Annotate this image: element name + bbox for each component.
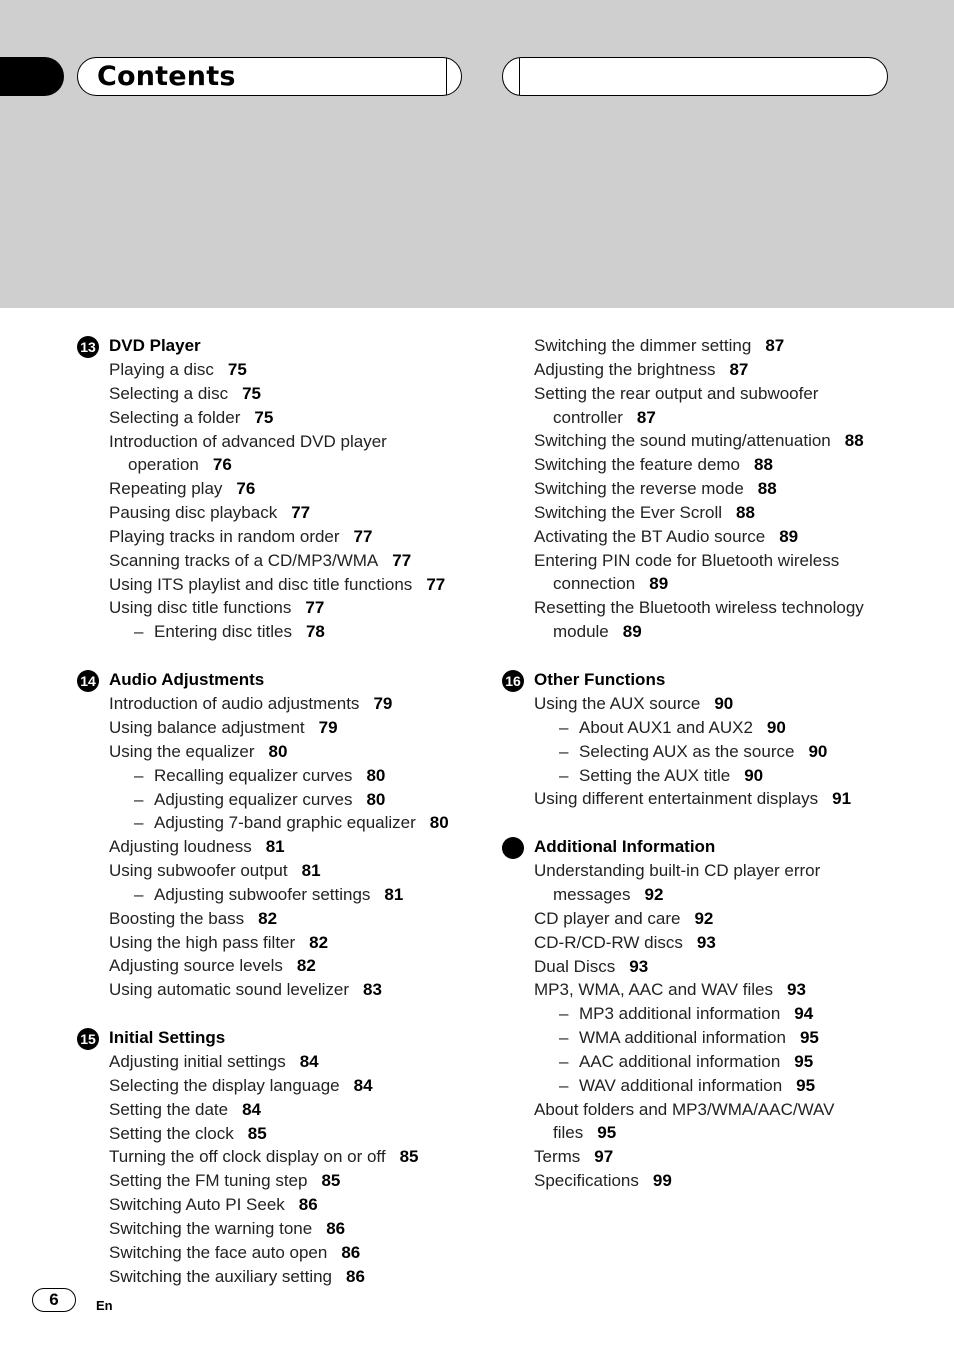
toc-page-number: 80 [366, 789, 386, 809]
toc-entry[interactable] [502, 1074, 922, 1098]
toc-entry-text: Using the AUX source [534, 693, 701, 713]
toc-column-right [502, 334, 922, 1217]
toc-page-number: 75 [254, 407, 274, 427]
section-number-badge: 15 [77, 1028, 99, 1050]
sub-entry-dash: – [134, 813, 144, 833]
sub-entry-dash: – [559, 1004, 569, 1024]
toc-entry[interactable] [77, 430, 477, 454]
toc-page-number: 78 [305, 622, 325, 642]
toc-entry-text: CD player and care [534, 908, 681, 928]
toc-entry-text: Resetting the Bluetooth wireless technology [534, 598, 864, 618]
toc-page-number: 77 [353, 526, 373, 546]
toc-page-number: 93 [787, 980, 806, 1000]
toc-page-number: 95 [597, 1123, 617, 1143]
title-box-divider [446, 58, 447, 95]
toc-entry-text: Boosting the bass [109, 908, 245, 928]
toc-entry-text: Setting the rear output and subwoofer [534, 383, 819, 403]
toc-page-number: 79 [373, 694, 393, 714]
toc-page-number: 75 [242, 383, 261, 403]
toc-entry[interactable] [77, 453, 477, 477]
toc-entry-text: Dual Discs [534, 956, 616, 976]
section-heading [77, 668, 477, 692]
toc-entry[interactable] [77, 1145, 477, 1169]
toc-entry-text: Recalling equalizer curves [154, 765, 353, 785]
toc-entry[interactable] [77, 788, 477, 812]
toc-section [502, 668, 922, 811]
toc-entry-text: module [553, 622, 609, 642]
toc-entry-text: Adjusting source levels [109, 956, 283, 976]
toc-entry[interactable] [77, 1217, 477, 1241]
toc-page-number: 80 [366, 765, 386, 785]
toc-section [502, 835, 922, 1193]
toc-entry[interactable] [77, 1074, 477, 1098]
toc-page-number: 86 [326, 1219, 346, 1238]
toc-page-number: 88 [754, 455, 773, 475]
toc-entry-text: AAC additional information [579, 1051, 781, 1071]
toc-entry[interactable] [502, 572, 922, 596]
sub-entry-dash: – [134, 789, 144, 809]
toc-page-number: 94 [794, 1004, 814, 1024]
sub-entry-dash: – [559, 1075, 569, 1095]
toc-entry[interactable] [502, 955, 922, 979]
toc-section [502, 334, 922, 644]
page-title: Contents [97, 61, 236, 92]
toc-entry-text: MP3 additional information [579, 1004, 781, 1024]
toc-entry[interactable] [77, 406, 477, 430]
toc-page-number: 87 [765, 336, 785, 355]
toc-page-number: 85 [247, 1123, 267, 1143]
toc-entry-text: MP3, WMA, AAC and WAV files [534, 980, 774, 1000]
toc-entry-text: Turning the off clock display on or off [109, 1147, 386, 1167]
toc-entry-text: messages [553, 885, 631, 905]
toc-entry[interactable] [502, 692, 922, 716]
left-tab-marker [0, 57, 64, 96]
toc-entry[interactable] [77, 1050, 477, 1074]
toc-entry-text: Using subwoofer output [109, 861, 288, 881]
toc-entry[interactable] [502, 549, 922, 573]
toc-entry[interactable] [77, 931, 477, 955]
toc-page-number: 82 [258, 908, 278, 928]
toc-entry[interactable] [77, 907, 477, 931]
toc-page-number: 79 [318, 717, 338, 737]
section-number-badge: 13 [77, 336, 99, 358]
toc-entry[interactable] [502, 859, 922, 883]
toc-entry-text: Introduction of audio adjustments [109, 694, 360, 714]
toc-entry-text: Introduction of advanced DVD player [109, 431, 387, 451]
section-number-badge: 14 [77, 670, 99, 692]
toc-entry[interactable] [502, 1121, 922, 1145]
section-title: Other Functions [534, 669, 666, 689]
toc-entry[interactable] [502, 358, 922, 382]
toc-entry-text: Selecting a folder [109, 407, 241, 427]
toc-page-number: 89 [622, 622, 642, 642]
sub-entry-dash: – [134, 884, 144, 904]
toc-page-number: 86 [346, 1266, 365, 1286]
toc-entry-text: Pausing disc playback [109, 503, 278, 523]
toc-entry[interactable] [502, 764, 922, 788]
sub-entry-dash: – [134, 622, 144, 642]
toc-page-number: 87 [729, 359, 749, 379]
toc-page-number: 93 [696, 932, 716, 952]
toc-entry[interactable] [77, 692, 477, 716]
toc-entry[interactable] [502, 382, 922, 406]
toc-page-number: 89 [779, 526, 799, 546]
toc-entry[interactable] [77, 382, 477, 406]
header-band [0, 0, 954, 308]
toc-entry[interactable] [502, 429, 922, 453]
toc-entry-text: Switching the face auto open [109, 1242, 328, 1262]
toc-entry-text: Adjusting subwoofer settings [154, 884, 371, 904]
toc-entry-text: Repeating play [109, 479, 223, 499]
toc-page-number: 77 [291, 503, 311, 523]
toc-page-number: 75 [227, 360, 247, 379]
toc-entry-text: Adjusting loudness [109, 837, 252, 857]
toc-entry[interactable] [77, 716, 477, 740]
section-title: Initial Settings [109, 1028, 226, 1048]
section-title: DVD Player [109, 336, 201, 355]
toc-entry-text: Switching the feature demo [534, 455, 741, 475]
toc-entry-text: Playing tracks in random order [109, 526, 340, 546]
toc-page-number: 95 [796, 1075, 816, 1095]
toc-page-number: 77 [426, 574, 446, 594]
toc-entry[interactable] [77, 525, 477, 549]
toc-entry[interactable] [77, 835, 477, 859]
toc-entry[interactable] [77, 620, 477, 644]
toc-page-number: 95 [799, 1028, 819, 1048]
toc-entry-text: Switching the sound muting/attenuation [534, 431, 831, 451]
toc-entry-text: Specifications [534, 1171, 639, 1191]
section-heading [77, 334, 477, 358]
toc-page-number: 77 [392, 550, 412, 570]
toc-entry-text: WMA additional information [579, 1028, 786, 1048]
toc-page-number: 87 [636, 407, 656, 427]
toc-page-number: 88 [844, 431, 864, 451]
toc-entry[interactable] [77, 1241, 477, 1265]
section-number-badge: 16 [502, 670, 524, 692]
toc-entry[interactable] [502, 620, 922, 644]
toc-entry[interactable] [77, 811, 477, 835]
toc-entry-text: Switching the warning tone [109, 1219, 313, 1238]
sub-entry-dash: – [559, 741, 569, 761]
toc-page-number: 84 [299, 1052, 319, 1072]
toc-section [77, 668, 477, 1002]
toc-entry-text: Setting the clock [109, 1123, 234, 1143]
toc-page-number: 89 [649, 574, 669, 594]
sub-entry-dash: – [559, 717, 569, 737]
section-heading [502, 668, 922, 692]
toc-entry-text: Using automatic sound levelizer [109, 980, 350, 1000]
toc-page-number: 90 [744, 765, 764, 785]
toc-entry[interactable] [77, 1169, 477, 1193]
title-box [77, 57, 462, 96]
toc-page-number: 85 [321, 1171, 341, 1191]
toc-page-number: 88 [757, 479, 777, 499]
toc-entry-text: Adjusting initial settings [109, 1052, 286, 1072]
toc-page-number: 95 [794, 1051, 814, 1071]
toc-entry[interactable] [77, 1098, 477, 1122]
toc-entry[interactable] [502, 907, 922, 931]
sub-entry-dash: – [559, 1051, 569, 1071]
toc-page-number: 90 [766, 717, 786, 737]
toc-page-number: 90 [714, 693, 734, 713]
toc-entry-text: Selecting a disc [109, 383, 229, 403]
right-box-divider [519, 58, 520, 95]
toc-entry-text: About AUX1 and AUX2 [579, 717, 753, 737]
section-number-badge [502, 837, 524, 859]
toc-entry-text: Understanding built-in CD player error [534, 861, 821, 881]
toc-page-number: 86 [341, 1242, 361, 1262]
toc-entry-text: Using the equalizer [109, 741, 255, 761]
toc-entry[interactable] [502, 978, 922, 1002]
toc-entry-text: controller [553, 407, 623, 427]
toc-page-number: 92 [694, 908, 714, 928]
toc-entry[interactable] [77, 978, 477, 1002]
toc-entry[interactable] [502, 525, 922, 549]
toc-entry[interactable] [502, 406, 922, 430]
toc-page-number: 80 [268, 741, 288, 761]
toc-entry[interactable] [77, 501, 477, 525]
toc-section [77, 1026, 477, 1288]
toc-entry[interactable] [502, 477, 922, 501]
toc-entry[interactable] [77, 549, 477, 573]
sub-entry-dash: – [559, 1028, 569, 1048]
section-title: Additional Information [534, 837, 716, 857]
toc-entry[interactable] [502, 453, 922, 477]
toc-entry[interactable] [77, 477, 477, 501]
toc-entry-text: About folders and MP3/WMA/AAC/WAV [534, 1099, 835, 1119]
toc-entry-text: Selecting the display language [109, 1075, 340, 1095]
toc-entry-text: Switching the Ever Scroll [534, 502, 723, 522]
toc-entry-text: Adjusting equalizer curves [154, 789, 353, 809]
toc-entry-text: Selecting AUX as the source [579, 741, 795, 761]
toc-entry-text: Adjusting 7-band graphic equalizer [154, 813, 416, 833]
toc-page-number: 82 [309, 932, 329, 952]
toc-page-number: 82 [296, 956, 316, 976]
toc-page-number: 85 [399, 1147, 419, 1167]
toc-entry-text: Using balance adjustment [109, 717, 305, 737]
toc-page-number: 81 [301, 861, 321, 881]
toc-entry[interactable] [77, 358, 477, 382]
toc-entry-text: Using different entertainment displays [534, 789, 819, 809]
toc-entry[interactable] [77, 1193, 477, 1217]
toc-entry[interactable] [502, 596, 922, 620]
toc-entry[interactable] [502, 1098, 922, 1122]
toc-entry-text: Switching the dimmer setting [534, 336, 752, 355]
toc-entry[interactable] [77, 954, 477, 978]
toc-section [77, 334, 477, 644]
toc-entry-text: files [553, 1123, 584, 1143]
toc-page-number: 77 [305, 598, 325, 618]
toc-entry[interactable] [77, 740, 477, 764]
toc-entry[interactable] [77, 859, 477, 883]
toc-page-number: 93 [629, 956, 649, 976]
toc-entry-text: Entering disc titles [154, 622, 292, 642]
toc-entry[interactable] [502, 1002, 922, 1026]
section-heading [77, 1026, 477, 1050]
toc-page-number: 90 [808, 741, 828, 761]
toc-entry[interactable] [502, 501, 922, 525]
toc-page-number: 84 [353, 1075, 373, 1095]
toc-entry[interactable] [77, 1265, 477, 1289]
toc-entry-text: connection [553, 574, 636, 594]
toc-page-number: 84 [242, 1099, 262, 1119]
toc-page-number: 99 [652, 1171, 672, 1191]
sub-entry-dash: – [134, 765, 144, 785]
toc-entry[interactable] [77, 764, 477, 788]
toc-page-number: 86 [298, 1195, 318, 1215]
toc-page-number: 80 [429, 813, 449, 833]
toc-entry-text: Entering PIN code for Bluetooth wireless [534, 550, 840, 570]
toc-entry-text: Switching Auto PI Seek [109, 1195, 285, 1215]
toc-page-number: 92 [644, 885, 664, 905]
toc-entry-text: Switching the auxiliary setting [109, 1266, 333, 1286]
toc-page-number: 88 [736, 502, 755, 522]
toc-entry-text: Setting the date [109, 1099, 229, 1119]
toc-page-number: 97 [594, 1147, 614, 1167]
toc-entry-text: Switching the reverse mode [534, 479, 744, 499]
toc-entry-text: Terms [534, 1147, 581, 1167]
toc-entry[interactable] [502, 1145, 922, 1169]
toc-entry[interactable] [77, 596, 477, 620]
sub-entry-dash: – [559, 765, 569, 785]
toc-entry[interactable] [502, 740, 922, 764]
toc-page-number: 91 [832, 789, 852, 809]
toc-entry-text: WAV additional information [579, 1075, 783, 1095]
toc-entry[interactable] [502, 931, 922, 955]
toc-entry[interactable] [502, 716, 922, 740]
toc-entry[interactable] [502, 1169, 922, 1193]
toc-page-number: 83 [363, 980, 382, 1000]
toc-entry-text: Setting the FM tuning step [109, 1171, 308, 1191]
toc-entry-text: Using disc title functions [109, 598, 292, 618]
language-label: En [96, 1298, 113, 1313]
toc-entry[interactable] [502, 1050, 922, 1074]
page-number: 6 [32, 1288, 76, 1312]
toc-entry[interactable] [502, 883, 922, 907]
toc-entry-text: CD-R/CD-RW discs [534, 932, 683, 952]
toc-entry[interactable] [502, 787, 922, 811]
toc-entry[interactable] [77, 1122, 477, 1146]
toc-entry-text: Using ITS playlist and disc title functions [109, 574, 413, 594]
toc-entry[interactable] [77, 883, 477, 907]
toc-entry-text: Playing a disc [109, 360, 214, 379]
toc-entry-text: Scanning tracks of a CD/MP3/WMA [109, 550, 379, 570]
toc-column-left [77, 334, 477, 1313]
toc-entry-text: Adjusting the brightness [534, 359, 716, 379]
toc-page-number: 81 [265, 837, 285, 857]
toc-entry-text: operation [128, 455, 199, 475]
toc-entry[interactable] [502, 334, 922, 358]
toc-entry[interactable] [77, 573, 477, 597]
toc-page-number: 81 [384, 884, 404, 904]
toc-entry-text: Using the high pass filter [109, 932, 296, 952]
section-heading [502, 835, 922, 859]
toc-page-number: 76 [212, 455, 232, 475]
toc-page-number: 76 [236, 479, 256, 499]
toc-entry[interactable] [502, 1026, 922, 1050]
right-header-box [502, 57, 888, 96]
section-title: Audio Adjustments [109, 670, 265, 690]
toc-entry-text: Activating the BT Audio source [534, 526, 766, 546]
toc-entry-text: Setting the AUX title [579, 765, 731, 785]
